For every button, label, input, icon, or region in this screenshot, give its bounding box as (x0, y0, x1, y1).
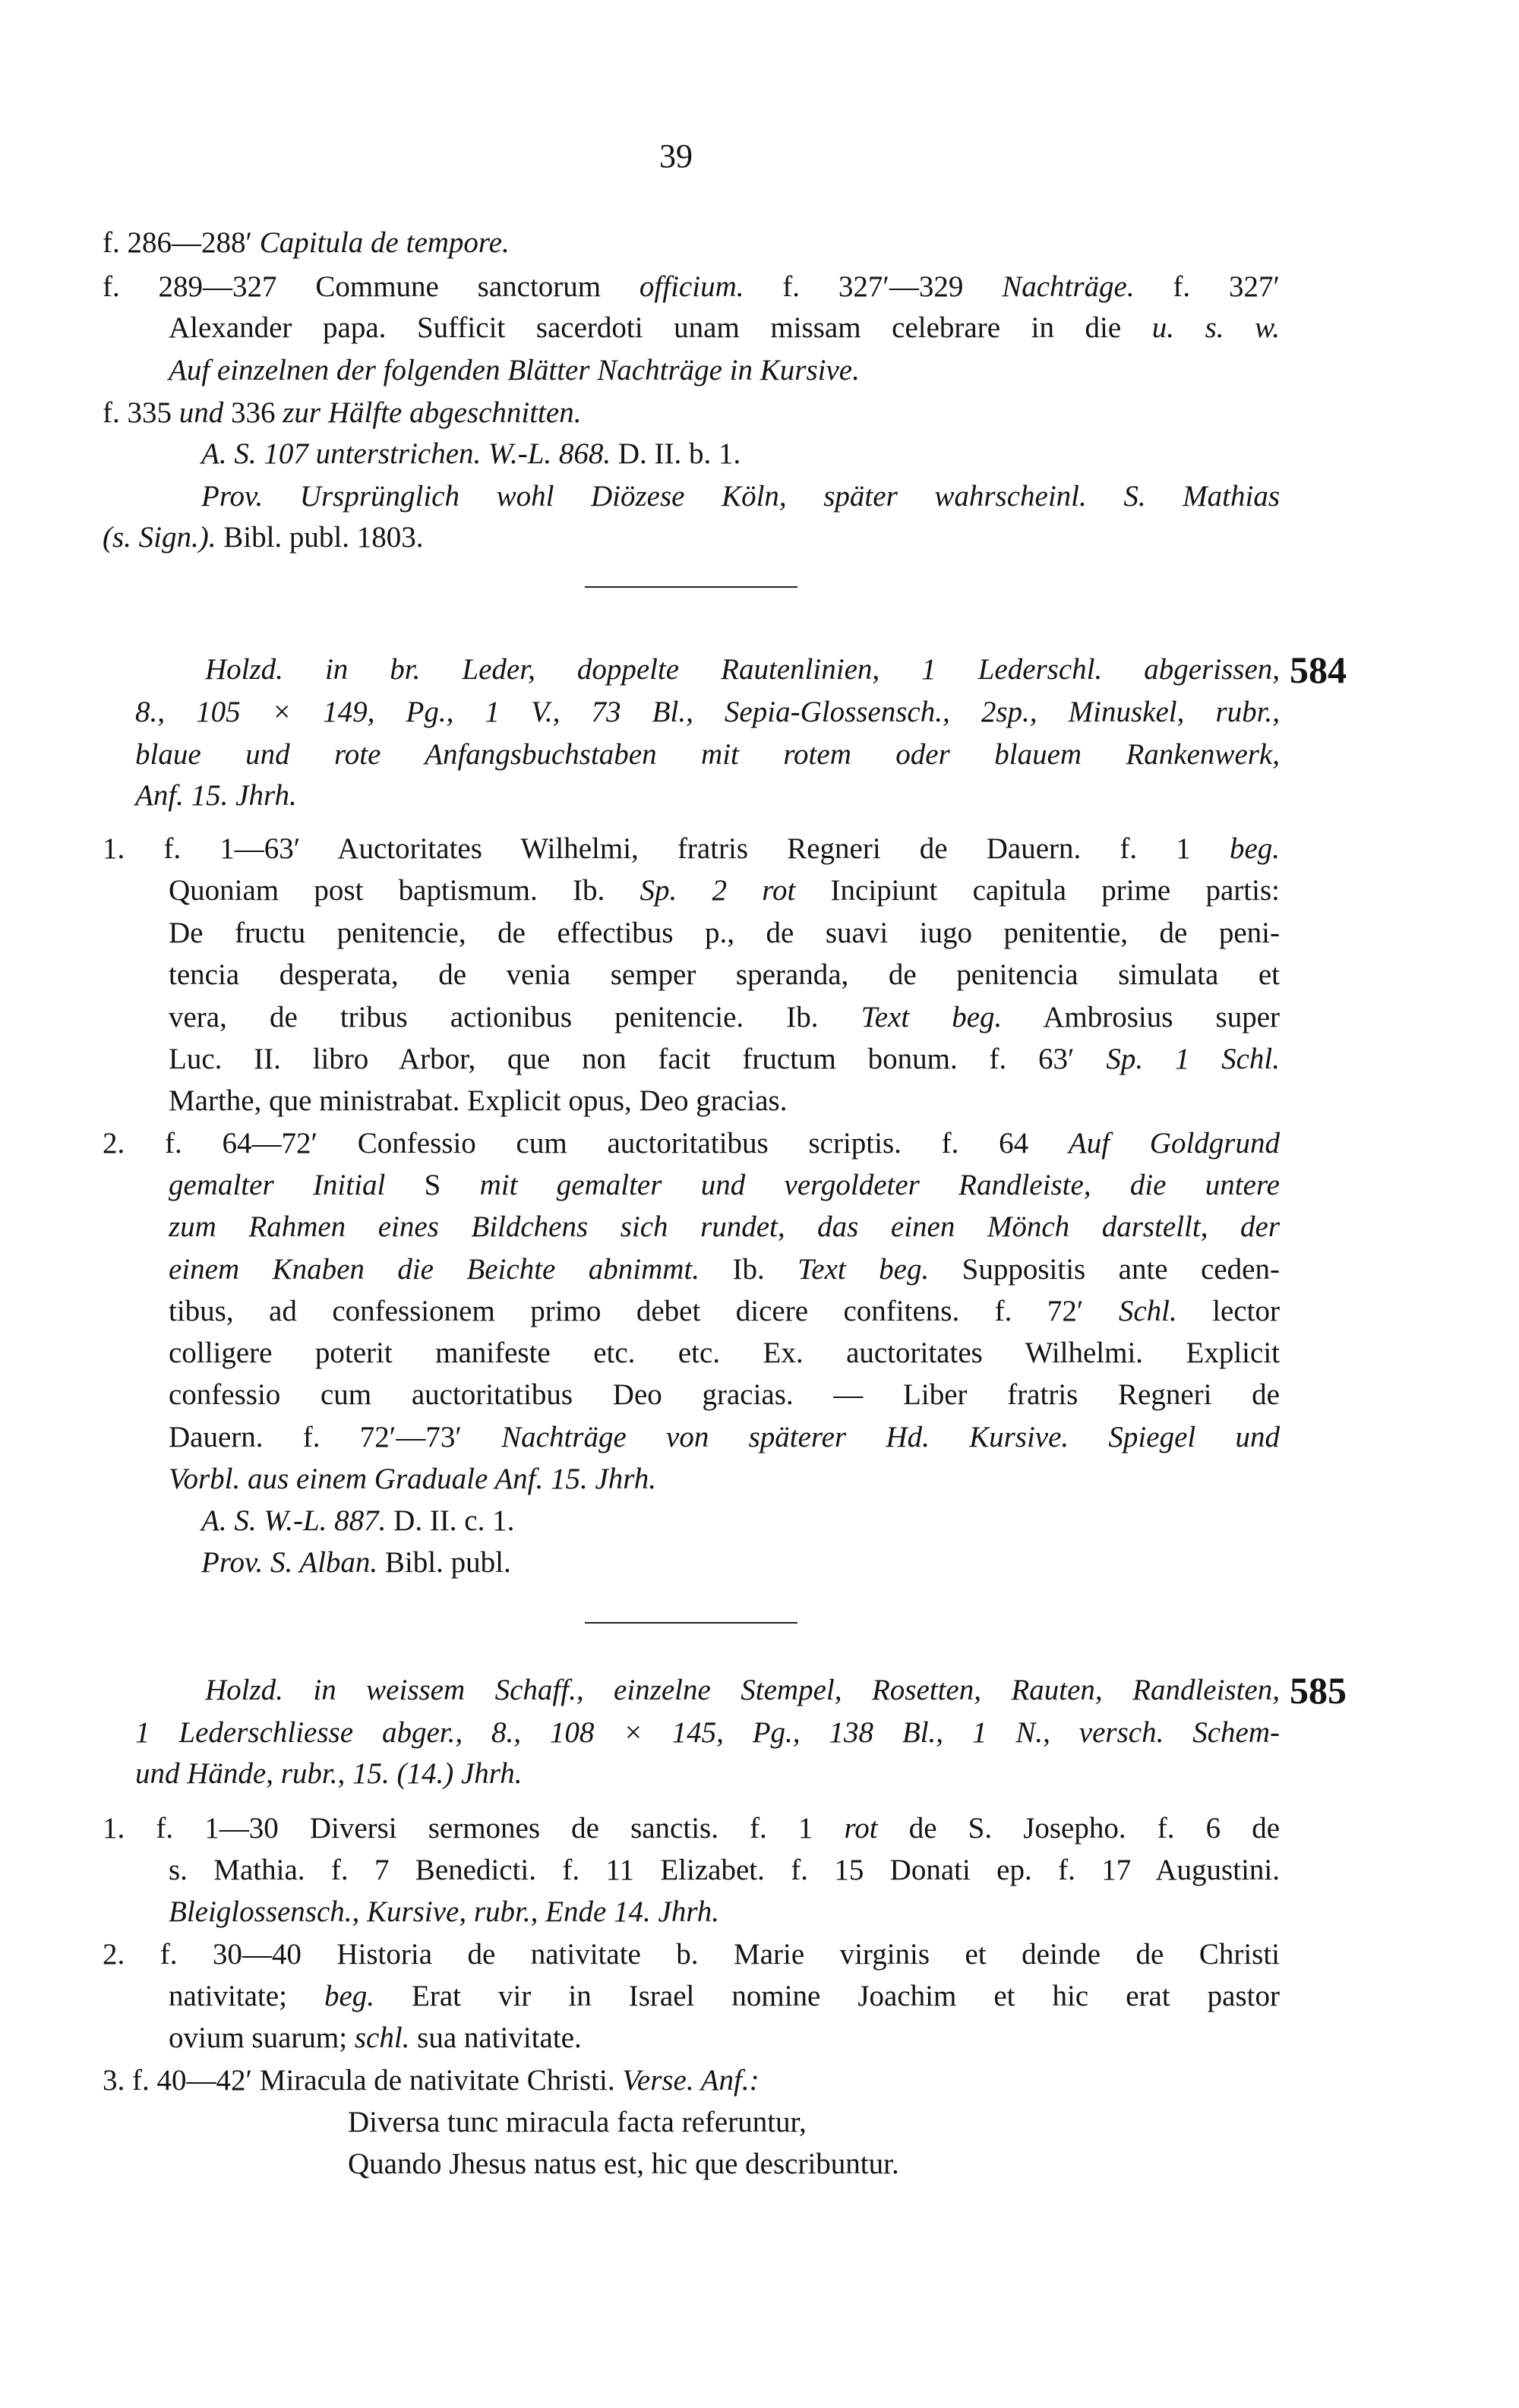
text-line (103, 829, 1280, 869)
text-run: Luc. II. libro Arbor, que non facit fructum bonum. f. 63′ (169, 1043, 1107, 1075)
italic-text: officium. (639, 270, 744, 303)
italic-text: Nachträge. (1002, 270, 1135, 303)
text-line (169, 2018, 582, 2058)
italic-text: beg. (1229, 832, 1280, 865)
italic-text: 8., 105 × 149, Pg., 1 V., 73 Bl., Sepia-Glossensch., 2sp., Minuskel, rubr., (135, 696, 1280, 728)
text-run: D. II. b. 1. (611, 437, 741, 470)
text-run: Erat vir in Israel nomine Joachim et hic erat pastor (374, 1980, 1280, 2012)
text-run: 336 (223, 396, 283, 429)
italic-text: Verse. Anf.: (622, 2064, 760, 2097)
text-run: f. 327′ (1134, 270, 1280, 303)
text-line (348, 2103, 807, 2142)
text-run: lector (1176, 1295, 1280, 1327)
italic-text: gemalter Initial (169, 1169, 386, 1201)
italic-text: Sp. 2 rot (639, 874, 796, 907)
italic-text: Prov. Ursprünglich wohl Diözese Köln, später wahrscheinl. S. Mathias (201, 480, 1280, 513)
italic-text: Vorbl. aus einem Graduale Anf. 15. Jhrh. (169, 1463, 657, 1495)
text-run: Suppositis ante ceden- (929, 1253, 1280, 1286)
text-line (169, 1081, 787, 1121)
text-run: tencia desperata, de venia semper speranda, de penitencia simulata et (169, 958, 1280, 991)
text-line (201, 1543, 511, 1583)
text-line (169, 1292, 1280, 1331)
text-run: Quando Jhesus natus est, hic que describuntur. (348, 2148, 899, 2180)
text-run: Bibl. publ. (377, 1546, 511, 1579)
italic-text: A. S. W.-L. 887. (201, 1504, 387, 1537)
text-line (103, 267, 1280, 307)
italic-text: einem Knaben die Beichte abnimmt. (169, 1253, 700, 1286)
text-run: Bibl. publ. 1803. (216, 521, 424, 554)
text-line (205, 650, 1280, 690)
italic-text: Auf Goldgrund (1068, 1127, 1280, 1160)
text-line (169, 1250, 1280, 1289)
text-line (169, 1040, 1280, 1079)
text-line (169, 1333, 1280, 1373)
text-line (103, 1809, 1280, 1848)
text-run: sua nativitate. (409, 2021, 582, 2054)
shelfmark-number: 585 (1290, 1669, 1347, 1712)
italic-text: schl. (354, 2021, 410, 2054)
text-line (169, 1892, 719, 1932)
italic-text: beg. (324, 1980, 375, 2012)
text-run: Incipiunt capitula prime partis: (795, 874, 1280, 907)
text-line (201, 477, 1280, 516)
italic-text: Capitula de tempore. (259, 226, 510, 259)
text-line (169, 1977, 1280, 2016)
text-run: S (385, 1169, 480, 1201)
text-run: f. 335 (103, 396, 179, 429)
text-line (201, 1501, 514, 1541)
italic-text: Holzd. in br. Leder, doppelte Rautenlinien, 1 Lederschl. abgerissen, (205, 653, 1280, 686)
text-run: Diversa tunc miracula facta referuntur, (348, 2106, 807, 2138)
text-line (169, 871, 1280, 910)
text-line (103, 223, 510, 263)
italic-text: blaue und rote Anfangsbuchstaben mit rotem oder blauem Rankenwerk, (135, 738, 1280, 771)
italic-text: und (178, 396, 224, 429)
italic-text: W.-L. 868. (488, 437, 611, 470)
text-run: 2. f. 64—72′ Confessio cum auctoritatibus scriptis. f. 64 (103, 1127, 1069, 1160)
italic-text: Nachträge von späterer Hd. Kursive. Spiegel und (501, 1421, 1280, 1453)
shelfmark-number: 584 (1290, 649, 1347, 691)
text-line (135, 776, 297, 816)
text-run: tibus, ad confessionem primo debet dicere confitens. f. 72′ (169, 1295, 1119, 1327)
text-run: colligere poterit manifeste etc. etc. Ex. auctoritates Wilhelmi. Explicit (169, 1337, 1280, 1369)
text-run: 1. f. 1—30 Diversi sermones de sanctis. f. 1 (103, 1812, 845, 1845)
text-line (135, 693, 1280, 732)
text-line (169, 351, 860, 390)
italic-text: Text beg. (797, 1253, 930, 1286)
text-line (103, 2061, 760, 2100)
text-line (169, 998, 1280, 1037)
italic-text: zur Hälfte abgeschnitten. (283, 396, 582, 429)
text-line (135, 1713, 1280, 1753)
text-line (169, 914, 1280, 953)
italic-text: Auf einzelnen der folgenden Blätter Nachträge in Kursive. (169, 354, 860, 387)
text-line (135, 1754, 523, 1794)
italic-text: Schl. (1118, 1295, 1177, 1327)
italic-text: 1 Lederschliesse abger., 8., 108 × 145, Pg., 138 Bl., 1 N., versch. Schem- (135, 1716, 1280, 1749)
italic-text: u. s. w. (1151, 311, 1280, 344)
text-line (169, 1851, 1280, 1890)
italic-text: Sp. 1 Schl. (1106, 1043, 1280, 1075)
text-run: s. Mathia. f. 7 Benedicti. f. 11 Elizabet. f. 15 Donati ep. f. 17 Augustini. (169, 1854, 1280, 1886)
text-run: De fructu penitencie, de effectibus p., de suavi iugo penitentie, de peni- (169, 917, 1280, 949)
text-run: Quoniam post baptismum. Ib. (169, 874, 640, 907)
text-run: nativitate; (169, 1980, 324, 2012)
text-line (205, 1671, 1280, 1710)
text-run: Ib. (699, 1253, 798, 1286)
text-line (169, 1460, 656, 1499)
text-line (348, 2144, 899, 2184)
italic-text: (s. Sign.). (103, 521, 216, 554)
text-run: f. 289—327 Commune sanctorum (103, 270, 639, 303)
text-line (169, 1375, 1280, 1415)
text-line (135, 735, 1280, 775)
text-run (481, 437, 488, 470)
text-run: Marthe, que ministrabat. Explicit opus, Deo gracias. (169, 1084, 788, 1117)
italic-text: A. S. 107 unterstrichen. (201, 437, 482, 470)
text-run: Alexander papa. Sufficit sacerdoti unam missam celebrare in die (169, 311, 1152, 344)
italic-text: rot (844, 1812, 878, 1845)
text-run: f. 327′—329 (744, 270, 1003, 303)
italic-text: und Hände, rubr., 15. (14.) Jhrh. (135, 1757, 523, 1790)
italic-text: Anf. 15. Jhrh. (135, 779, 297, 812)
text-run: Dauern. f. 72′—73′ (169, 1421, 502, 1453)
text-run: confessio cum auctoritatibus Deo gracias. — Liber fratris Regneri de (169, 1378, 1280, 1411)
text-line (169, 1418, 1280, 1457)
text-run: ovium suarum; (169, 2021, 355, 2054)
italic-text: Holzd. in weissem Schaff., einzelne Stempel, Rosetten, Rauten, Randleisten, (205, 1674, 1280, 1706)
text-line (103, 1124, 1280, 1163)
text-run: 2. f. 30—40 Historia de nativitate b. Marie virginis et deinde de Christi (103, 1938, 1280, 1971)
section-divider (585, 586, 797, 588)
italic-text: mit gemalter und vergoldeter Randleiste, die untere (479, 1169, 1280, 1201)
text-line (169, 1207, 1280, 1247)
italic-text: Text beg. (861, 1001, 1003, 1034)
page-number: 39 (659, 137, 693, 175)
text-run: 3. f. 40—42′ Miracula de nativitate Christi. (103, 2064, 623, 2097)
text-run: f. 286—288′ (103, 226, 260, 259)
section-divider (585, 1622, 797, 1624)
text-run: D. II. c. 1. (386, 1504, 515, 1537)
italic-text: Bleiglossensch., Kursive, rubr., Ende 14. Jhrh. (169, 1895, 720, 1928)
text-run: Ambrosius super (1002, 1001, 1280, 1034)
text-run: vera, de tribus actionibus penitencie. Ib. (169, 1001, 861, 1034)
text-line (169, 308, 1280, 348)
italic-text: Prov. S. Alban. (201, 1546, 378, 1579)
italic-text: zum Rahmen eines Bildchens sich rundet, das einen Mönch darstellt, der (169, 1210, 1280, 1243)
text-line (201, 434, 741, 474)
text-run: 1. f. 1—63′ Auctoritates Wilhelmi, fratris Regneri de Dauern. f. 1 (103, 832, 1230, 865)
text-line (169, 955, 1280, 995)
text-line (103, 393, 581, 433)
text-line (103, 518, 424, 557)
text-run: de S. Josepho. f. 6 de (877, 1812, 1280, 1845)
text-line (103, 1935, 1280, 1974)
text-line (169, 1166, 1280, 1205)
